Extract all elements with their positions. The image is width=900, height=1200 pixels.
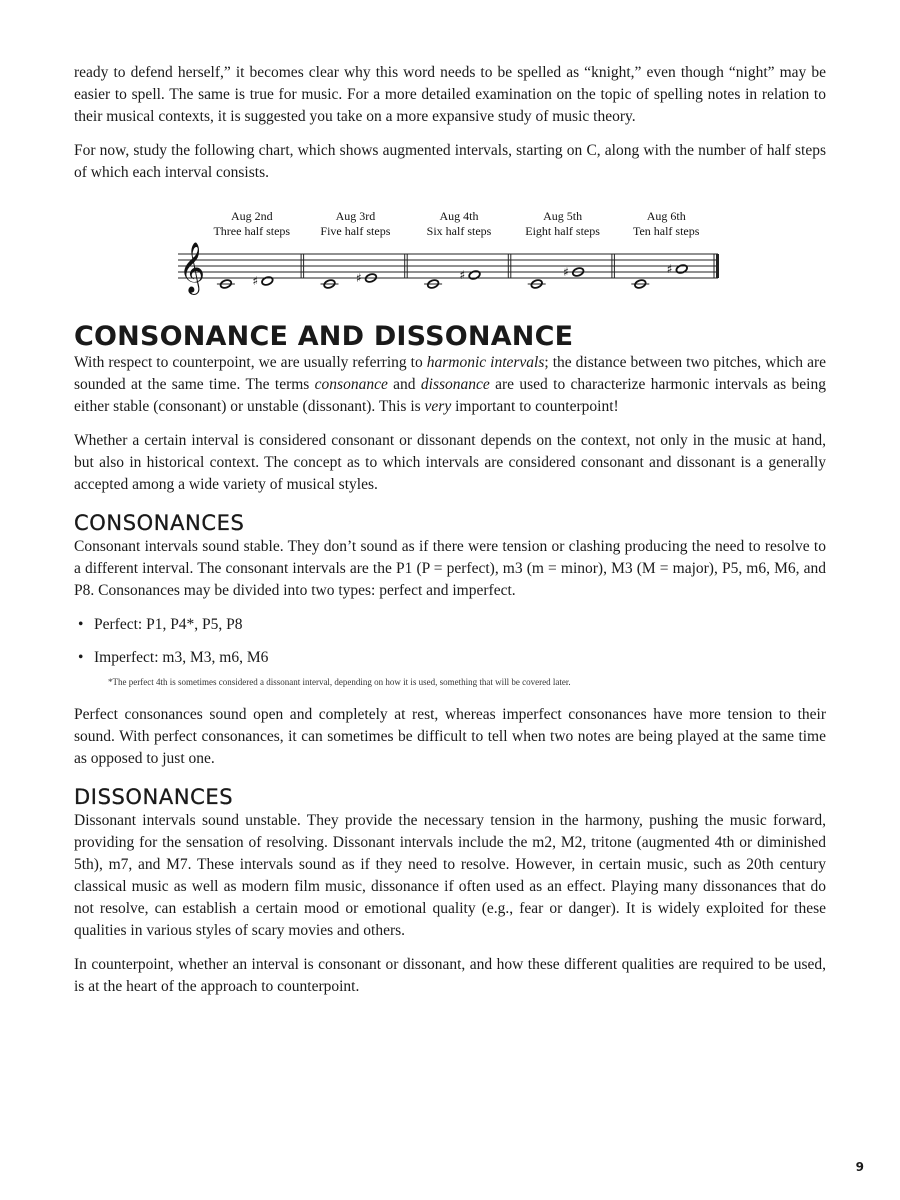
section1-paragraph-2: Whether a certain interval is considered consonant or dissonant depends on the context, not only in the music at hand, but also in historical context. The concept as to which intervals are considered consonant and dissonant is a generally accepted among a wide variety of musical styles.	[74, 432, 826, 493]
list-item: • Perfect: P1, P4*, P5, P8	[74, 614, 826, 636]
whole-note	[468, 270, 481, 281]
heading-consonance-dissonance: CONSONANCE AND DISSONANCE	[74, 321, 574, 352]
page-body	[74, 62, 826, 998]
interval-name-label: Aug 4th	[439, 210, 479, 223]
whole-note	[675, 264, 688, 275]
sharp-icon: ♯	[563, 265, 569, 279]
section3-paragraph-1: Dissonant intervals sound unstable. They provide the necessary tension in the harmony, pushing the music forward, providing for the sensation of resolving. Dissonant intervals include the m2, M2, tritone (augmented 4th or diminished 5th), m7, and M7. These intervals sound as if they need to resolve. However, in certain music, such as 20th century classical music as well as modern film music, dissonance if often used as an effect. Playing many dissonances that do not resolve, can establish a certain mood or emotional quality (e.g., fear or danger). It is widely exploited for these qualities in various styles of scary movies and others.	[74, 812, 826, 939]
music-staff	[170, 210, 830, 298]
heading-dissonances: DISSONANCES	[74, 785, 234, 809]
interval-name-label: Aug 5th	[543, 210, 583, 223]
section2-paragraph-2: Perfect consonances sound open and completely at rest, whereas imperfect consonances have more tension to their sound. With perfect consonances, it can sometimes be difficult to tell when two notes are being played at the same time as opposed to just one.	[74, 706, 826, 767]
sharp-icon: ♯	[666, 262, 673, 276]
section3-paragraph-2: In counterpoint, whether an interval is consonant or dissonant, and how these different qualities are required to be used, is at the heart of the approach to counterpoint.	[74, 956, 826, 995]
intro-paragraph-2: For now, study the following chart, which shows augmented intervals, starting on C, along with the number of half steps of which each interval consists.	[74, 142, 826, 181]
list-item: • Imperfect: m3, M3, m6, M6	[74, 647, 826, 669]
augmented-intervals-chart	[170, 210, 830, 298]
interval-name-label: Aug 2nd	[230, 210, 273, 223]
interval-name-label: Aug 6th	[646, 210, 686, 223]
section2-paragraph-1: Consonant intervals sound stable. They don’t sound as if there were tension or clashing producing the need to resolve to a different interval. The consonant intervals are the P1 (P = perfect), m3 (m = minor), M3 (M = major), P5, m6, M6, and P8. Consonances may be divided into two types: perfect and imperfect.	[74, 538, 826, 599]
sharp-icon: ♯	[459, 268, 466, 282]
final-bar-line	[716, 254, 719, 278]
section1-paragraph-1: With respect to counterpoint, we are usually referring to harmonic intervals; the distance between two pitches, which are sounded at the same time. The terms consonance and dissonance are used to characterize harmonic intervals as being either stable (consonant) or unstable (dissonant). This is very important to counterpoint!	[74, 354, 826, 415]
whole-note	[261, 276, 274, 287]
footnote: *The perfect 4th is sometimes considered a dissonant interval, depending on how it is used, something that will be covered later.	[108, 677, 571, 687]
intro-paragraph-1: ready to defend herself,” it becomes clear why this word needs to be spelled as “knight,” even though “night” may be easier to spell. The same is true for music. For a more detailed examination on the topic of spelling notes in relation to their musical contexts, it is suggested you take on a more expansive study of music theory.	[74, 64, 826, 125]
page-number: 9	[855, 1160, 864, 1174]
half-steps-label: Three half steps	[213, 224, 291, 238]
half-steps-label: Ten half steps	[632, 224, 700, 238]
sharp-icon: ♯	[252, 274, 259, 288]
half-steps-label: Eight half steps	[525, 224, 600, 238]
treble-clef-icon: 𝄞	[179, 242, 206, 293]
sharp-icon: ♯	[355, 271, 362, 285]
heading-consonances: CONSONANCES	[74, 511, 245, 535]
consonance-types-list	[74, 614, 826, 669]
interval-name-label: Aug 3rd	[335, 210, 376, 223]
half-steps-label: Five half steps	[320, 224, 391, 238]
half-steps-label: Six half steps	[426, 224, 492, 238]
